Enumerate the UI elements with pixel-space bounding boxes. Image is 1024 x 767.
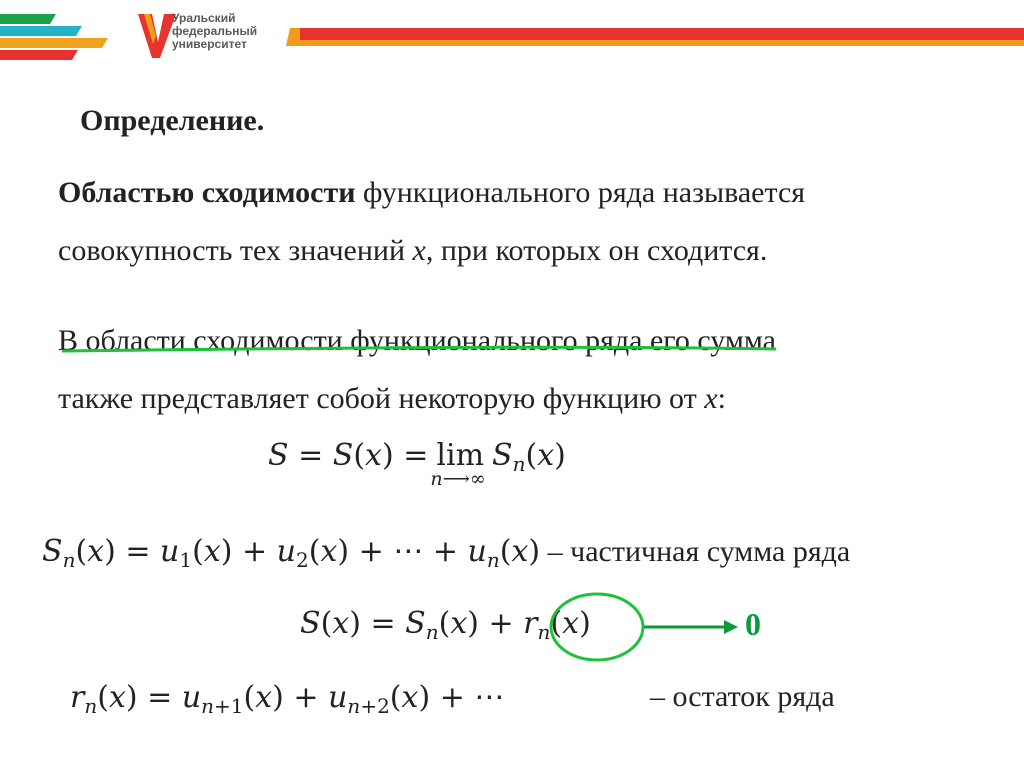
remainder-label: – остаток ряда [650,680,835,713]
formula-sum-decomposition: $S(x) = S_n(x) + r_n(x)$ [300,606,591,644]
logo-line-3: университет [172,37,247,51]
limit-zero-label: 0 [745,606,761,642]
sum-line-1: В области сходимости функционального ряда его сумма [58,324,776,357]
formula-remainder: $r_n(x) = u_{n+1}(x) + u_{n+2}(x)$ + ⋯ [70,680,505,718]
highlight-underline [62,347,776,351]
definition-heading: Определение. [80,104,265,137]
definition-text-2a: совокупность тех значений [58,234,413,267]
formula-sum-limit: S = S(x) = lim n⟶∞ $S_n(x)$ [268,438,566,490]
sum-text-2a: также представляет собой некоторую функцию от [58,382,705,415]
definition-variable: x [412,234,426,267]
sum-colon: : [717,382,726,415]
logo-line-2: федеральный [172,24,258,38]
definition-term: Областью сходимости [58,176,356,209]
formula-partial-sum: $S_n(x) = u_1(x) + u_2(x)$ + ⋯ + $u_n(x)$ – частичная сумма ряда [42,534,851,572]
partial-sum-label: – частичная сумма ряда [547,535,851,568]
logo-line-1: Уральский [172,11,236,25]
arrow-head-icon [724,620,738,634]
sum-variable: x [704,382,718,415]
remainder-circle [551,594,643,660]
definition-text-1: функционального ряда называется [355,176,806,209]
definition-text-2b: , при которых он сходится. [425,234,768,267]
